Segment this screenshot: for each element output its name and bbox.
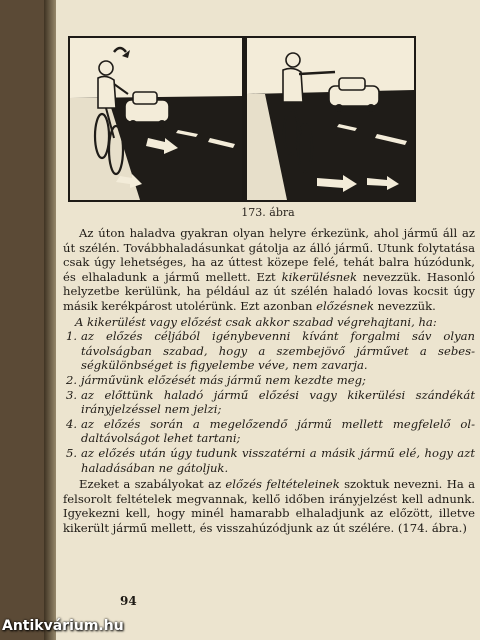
- list-text: az előzés során a megelőzendő jármű mellett megfelelő oldaltávolságot lehet tartani;: [81, 416, 475, 446]
- list-text: az előzés céljából igénybevenni kívánt forgalmi sáv olyan távolságban szabad, hogy a szembejövő járművet a sebességkülönbséget is figyelembe véve, nem zavarja.: [81, 329, 475, 373]
- list-number: 5.: [65, 445, 77, 460]
- list-intro: A kikerülést vagy előzést csak akkor szabad végrehajtani, ha:: [75, 314, 437, 329]
- emphasis: előzésnek: [316, 298, 374, 313]
- list-number: 4.: [65, 416, 77, 431]
- list-number: 1.: [65, 329, 77, 344]
- watermark: Antikvárium.hu: [2, 618, 124, 634]
- text-span: szoktuk nevezni. Ha a felsorolt feltételek megvannak, kellő időben irányjelzést kell adnunk. Igyekezni kell, hogy minél hamarabb elhaladjunk az előzött, illetve kikerült jármű mellett, és visszahúzódjunk az út szélére. (174. ábra.): [63, 477, 475, 535]
- list-text: az előttünk haladó jármű előzési vagy kikerülési szándékát irányjelzéssel nem jelzi;: [81, 387, 475, 417]
- list-item: [63, 329, 475, 373]
- paragraph-1: [63, 226, 475, 314]
- list-item: [63, 446, 475, 475]
- panel-divider: [242, 38, 247, 200]
- paragraph-2: [63, 477, 475, 535]
- text-span: nevezzük.: [373, 298, 436, 313]
- list-item: [63, 373, 475, 388]
- right-panel: [247, 38, 414, 200]
- left-panel: [70, 38, 242, 200]
- body-text: [63, 226, 475, 535]
- emphasis: előzés feltételeinek: [225, 477, 340, 492]
- text-span: Az úton haladva gyakran olyan helyre érkezünk, ahol jármű áll az út szélén. Továbbhaladásunkat gátolja az álló jármű. Utunk folytatása csak úgy lehetséges, ha az úttest közepe felé, tehát balra húzódunk, és elhaladunk a jármű mellett. Ezt: [63, 226, 475, 284]
- list-number: 3.: [65, 387, 77, 402]
- text-span: nevezzük. Hasonló helyzetbe kerülünk, ha például az út szélén haladó lovas kocsit úgy másik kerékpárost utolérünk. Ezt azonban: [63, 269, 475, 313]
- conditions-list: [63, 329, 475, 475]
- list-number: 2.: [65, 372, 77, 387]
- illustration-figure: [68, 36, 416, 202]
- list-text: járművünk előzését más jármű nem kezdte meg;: [81, 372, 366, 387]
- text-span: Ezeket a szabályokat az: [79, 477, 226, 492]
- cyclist-overtaking-illustration: [70, 38, 414, 200]
- emphasis: kikerülésnek: [281, 269, 358, 284]
- page-number: 94: [120, 594, 137, 608]
- list-text: az előzés után úgy tudunk visszatérni a másik jármű elé, hogy azt haladásában ne gátoljuk.: [81, 445, 475, 475]
- figure-caption: 173. ábra: [241, 206, 295, 219]
- list-item: [63, 417, 475, 446]
- list-item: [63, 388, 475, 417]
